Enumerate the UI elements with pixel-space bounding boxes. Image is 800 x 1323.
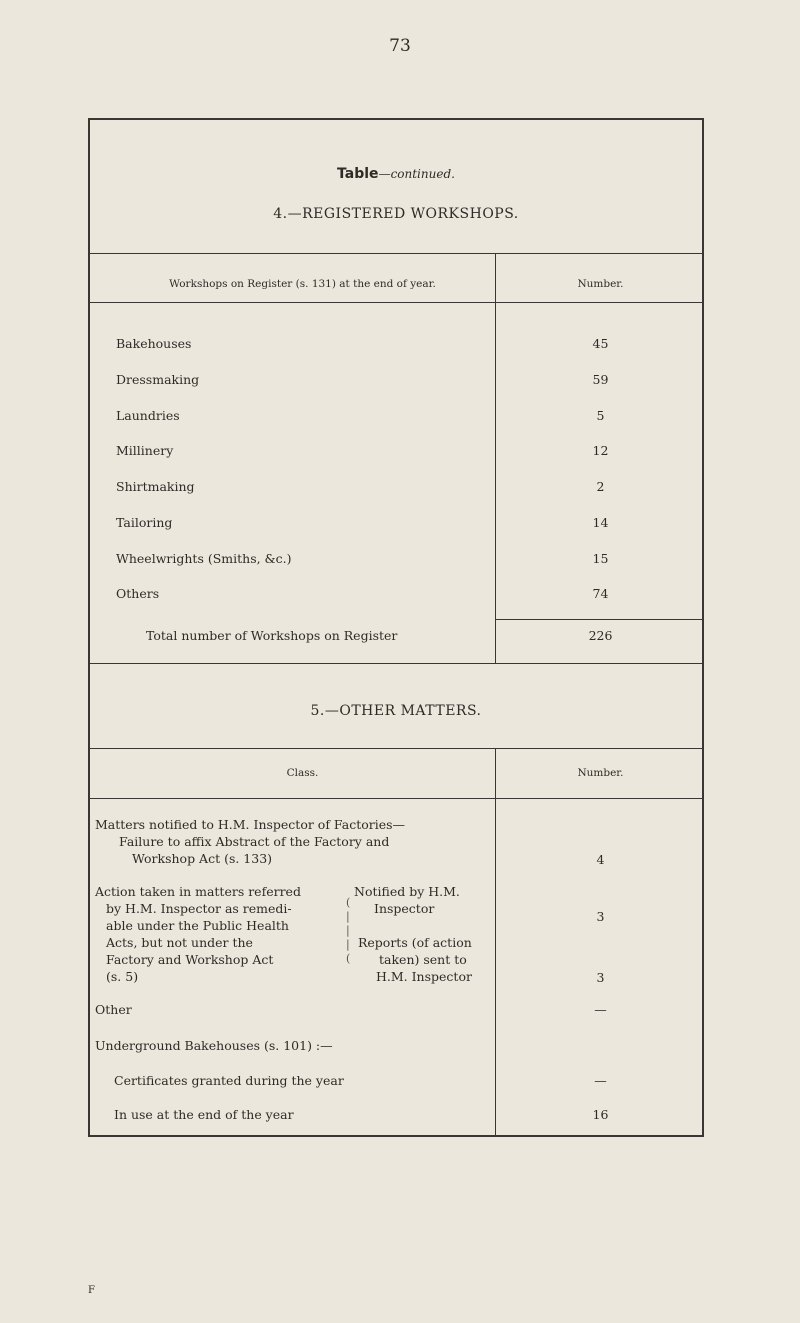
in-use-label: In use at the end of the year <box>114 1107 294 1122</box>
action-line: by H.M. Inspector as remedi- <box>106 901 292 916</box>
action-line: Action taken in matters referred <box>95 884 301 899</box>
matters-line-2: Failure to affix Abstract of the Factory and <box>119 834 390 849</box>
column-divider <box>495 254 496 664</box>
row-label: Laundries <box>116 408 180 423</box>
section4-title: 4.—REGISTERED WORKSHOPS. <box>273 206 519 222</box>
section-divider <box>90 663 702 664</box>
action-line: (s. 5) <box>106 969 139 984</box>
table-frame <box>88 118 704 1137</box>
page-number: 73 <box>389 36 411 56</box>
row-label: Tailoring <box>116 515 173 530</box>
divider <box>90 302 702 303</box>
table-title <box>90 166 702 182</box>
row-value: 15 <box>592 551 609 566</box>
row-value: 74 <box>592 586 609 601</box>
certificates-label: Certificates granted during the year <box>114 1073 344 1088</box>
total-rule <box>495 619 702 620</box>
row-value: 12 <box>592 443 609 458</box>
section4-col-right-header: Number. <box>577 278 624 290</box>
row-value: 5 <box>596 408 605 423</box>
row-value: 59 <box>592 372 609 387</box>
section5-col-right-header: Number. <box>577 767 624 779</box>
action-line: Factory and Workshop Act <box>106 952 274 967</box>
row-value: 45 <box>592 336 609 351</box>
matters-value: 4 <box>596 852 605 867</box>
underground-label: Underground Bakehouses (s. 101) :— <box>95 1038 333 1053</box>
certificates-value: — <box>594 1073 607 1088</box>
notified-value: 3 <box>596 909 605 924</box>
table-title-suffix: —continued. <box>378 167 455 181</box>
action-line: able under the Public Health <box>106 918 289 933</box>
action-line: Acts, but not under the <box>106 935 253 950</box>
row-label: Dressmaking <box>116 372 200 387</box>
other-value: — <box>594 1002 607 1017</box>
row-label: Wheelwrights (Smiths, &c.) <box>116 551 292 566</box>
reports-line: H.M. Inspector <box>376 969 472 984</box>
in-use-value: 16 <box>592 1107 609 1122</box>
divider <box>90 253 702 254</box>
matters-line-3: Workshop Act (s. 133) <box>132 851 273 866</box>
total-value: 226 <box>588 628 613 643</box>
row-value: 2 <box>596 479 605 494</box>
notified-line: Notified by H.M. <box>354 884 460 899</box>
reports-value: 3 <box>596 970 605 985</box>
total-label: Total number of Workshops on Register <box>146 628 398 643</box>
section5-title: 5.—OTHER MATTERS. <box>310 703 482 719</box>
matters-line-1: Matters notified to H.M. Inspector of Factories— <box>95 817 406 832</box>
brace-icon: ( | | | ( <box>346 896 351 965</box>
divider <box>90 798 702 799</box>
row-label: Millinery <box>116 443 174 458</box>
section5-col-left-header: Class. <box>286 767 319 779</box>
row-label: Bakehouses <box>116 336 192 351</box>
footer-mark: F <box>88 1285 95 1296</box>
other-label: Other <box>95 1002 132 1017</box>
divider <box>90 748 702 749</box>
reports-line: taken) sent to <box>379 952 467 967</box>
notified-line: Inspector <box>374 901 435 916</box>
row-label: Shirtmaking <box>116 479 195 494</box>
section4-col-left-header: Workshops on Register (s. 131) at the end of year. <box>169 278 436 290</box>
reports-line: Reports (of action <box>358 935 472 950</box>
table-title-word: Table <box>337 166 379 182</box>
row-value: 14 <box>592 515 609 530</box>
row-label: Others <box>116 586 160 601</box>
